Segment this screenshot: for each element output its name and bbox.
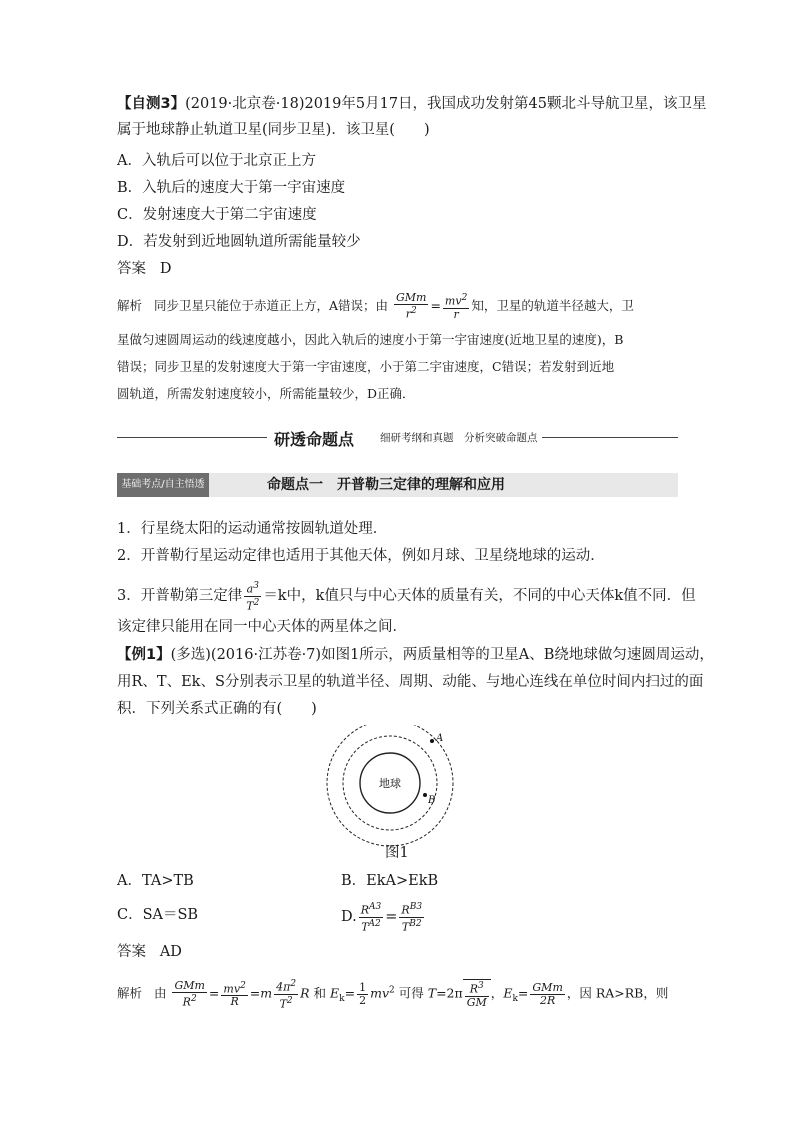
- point-2: 2．开普勒行星运动定律也适用于其他天体，例如月球、卫星绕地球的运动．: [117, 548, 605, 564]
- point-3-text: 3．开普勒第三定律: [117, 588, 243, 605]
- topic-tag: 基础考点/自主悟透: [117, 473, 209, 497]
- formula-centripetal: $\frac{mv^2}{r}$: [444, 293, 468, 321]
- ex-answer-value: AD: [159, 944, 182, 960]
- formula-d-left: $\frac{R^{A3}}{T^{A2}}$: [360, 902, 382, 934]
- example-tag: 【例1】: [117, 647, 171, 663]
- analysis-text: 知，卫星的轨道半径越大，卫: [471, 297, 634, 313]
- formula-4pi2: $\frac{4\pi^2}{T^2}$: [276, 979, 297, 1011]
- formula-sqrt: $\frac{R^3}{GM}$: [466, 981, 487, 1009]
- section-divider-right: [540, 437, 678, 438]
- point-1: 1．行星绕太阳的运动通常按圆轨道处理．: [117, 521, 388, 537]
- analysis-text: 同步卫星只能位于赤道正上方，A错误；由: [153, 297, 388, 313]
- analysis-label: 解析: [117, 297, 143, 313]
- formula-gmm: $\frac{\text{GMm}}{R^2}$: [174, 978, 205, 1009]
- section-subtitle: 细研考纲和真题 分析突破命题点: [376, 430, 542, 445]
- point-3-text: ＝k中，k值只与中心天体的质量有关，不同的中心天体k值不同．但: [263, 588, 696, 605]
- analysis-line2: 星做匀速圆周运动的线速度越小，因此入轨后的速度小于第一宇宙速度(近地卫星的速度)，B: [117, 332, 624, 347]
- example-text-line1: (多选)(2016·江苏卷·7)如图1所示，两质量相等的卫星A、B绕地球做匀速圆周运动，: [170, 647, 714, 663]
- satellite-a: [430, 739, 434, 743]
- formula-half: $\frac{1}{2}$: [359, 980, 367, 1007]
- ex-option-d-prefix: D.: [341, 909, 357, 926]
- ex-analysis-label: 解析: [117, 985, 143, 1001]
- answer-row: [117, 259, 171, 279]
- satellite-a-label: A: [436, 733, 444, 744]
- ex-option-b: B．EkA>EkB: [341, 873, 439, 889]
- option-b: B．入轨后的速度大于第一宇宙速度: [117, 180, 346, 196]
- ex-analysis-text: 可得: [398, 985, 424, 1001]
- formula-d-right: $\frac{R^{B3}}{T^{B2}}$: [401, 902, 423, 934]
- point-3-cont: 该定律只能用在同一中心天体的两星体之间．: [117, 619, 407, 635]
- question-header: [117, 94, 707, 114]
- section-divider-left: [117, 437, 267, 438]
- topic-banner: [117, 473, 678, 497]
- ex-option-a: A．TA>TB: [117, 873, 194, 889]
- answer-value: D: [159, 261, 172, 277]
- point-3: [117, 580, 696, 612]
- ex-analysis-text: 和: [313, 985, 327, 1001]
- example-text-line3: 积．下列关系式正确的有( ): [117, 701, 317, 717]
- ex-answer-row: [117, 942, 182, 962]
- satellite-b: [423, 793, 427, 797]
- analysis-line4: 圆轨道，所需发射速度较小，所需能量较少，D正确．: [117, 386, 415, 401]
- satellite-b-label: B: [428, 795, 436, 806]
- kepler-ratio: $\frac{a^3}{T^2}$: [246, 581, 260, 613]
- formula-gravity: $\frac{\text{GMm}}{r^2}$: [395, 291, 427, 321]
- option-a: A．入轨后可以位于北京正上方: [117, 153, 316, 169]
- figure-caption: 图1: [385, 845, 409, 861]
- question-tag: 【自测3】: [117, 96, 186, 112]
- analysis-line3: 错误；同步卫星的发射速度大于第一宇宙速度，小于第二宇宙速度，C错误；若发射到近地: [117, 359, 615, 374]
- analysis-line1: 解析 同步卫星只能位于赤道正上方，A错误；由 $\frac{\text{GMm}}{r^2}$ = $\frac{mv^2}{r}$ 知，卫星的轨道半径越大，卫: [117, 291, 634, 321]
- section-title: 研透命题点: [268, 427, 360, 450]
- example-text-line2: 用R、T、Ek、S分别表示卫星的轨道半径、周期、动能、与地心连线在单位时间内扫过的面: [117, 674, 704, 690]
- ex-analysis: 解析 由 $\frac{\text{GMm}}{R^2}$ = $\frac{mv^2}{R}$ =m $\frac{4\pi^2}{T^2}$ R 和 $E_k=$ $\frac{1}{2}$ $mv^2$ 可得 T=2π $\frac{R^3}{GM}$ ，$E_k=$ $\frac{\text{GMm}}{2R}$ ，因 RA>RB，则: [117, 978, 669, 1011]
- question-text-line1: (2019·北京卷·18)2019年5月17日，我国成功发射第45颗北斗导航卫星，该卫星: [185, 96, 707, 112]
- example-header: [117, 645, 714, 665]
- ex-analysis-text: ，因 RA>RB，则: [566, 985, 669, 1001]
- option-d: D．若发射到近地圆轨道所需能量较少: [117, 234, 361, 250]
- ex-option-d: D. $\frac{R^{A3}}{T^{A2}}$ = $\frac{R^{B3}}{T^{B2}}$: [341, 902, 423, 934]
- topic-title: 命题点一 开普勒三定律的理解和应用: [267, 477, 505, 493]
- formula-ek: $\frac{\text{GMm}}{2R}$: [532, 980, 563, 1007]
- earth-label: 地球: [379, 777, 401, 790]
- ex-answer-label: 答案: [117, 944, 146, 960]
- question-text-line2: 属于地球静止轨道卫星(同步卫星)．该卫星( ): [117, 122, 430, 138]
- formula-mv2: $\frac{mv^2}{R}$: [223, 980, 246, 1009]
- answer-label: 答案: [117, 261, 146, 277]
- option-c: C．发射速度大于第二宇宙速度: [117, 207, 317, 223]
- ex-analysis-text: 由: [153, 985, 167, 1001]
- ex-option-c: C．SA＝SB: [117, 907, 199, 923]
